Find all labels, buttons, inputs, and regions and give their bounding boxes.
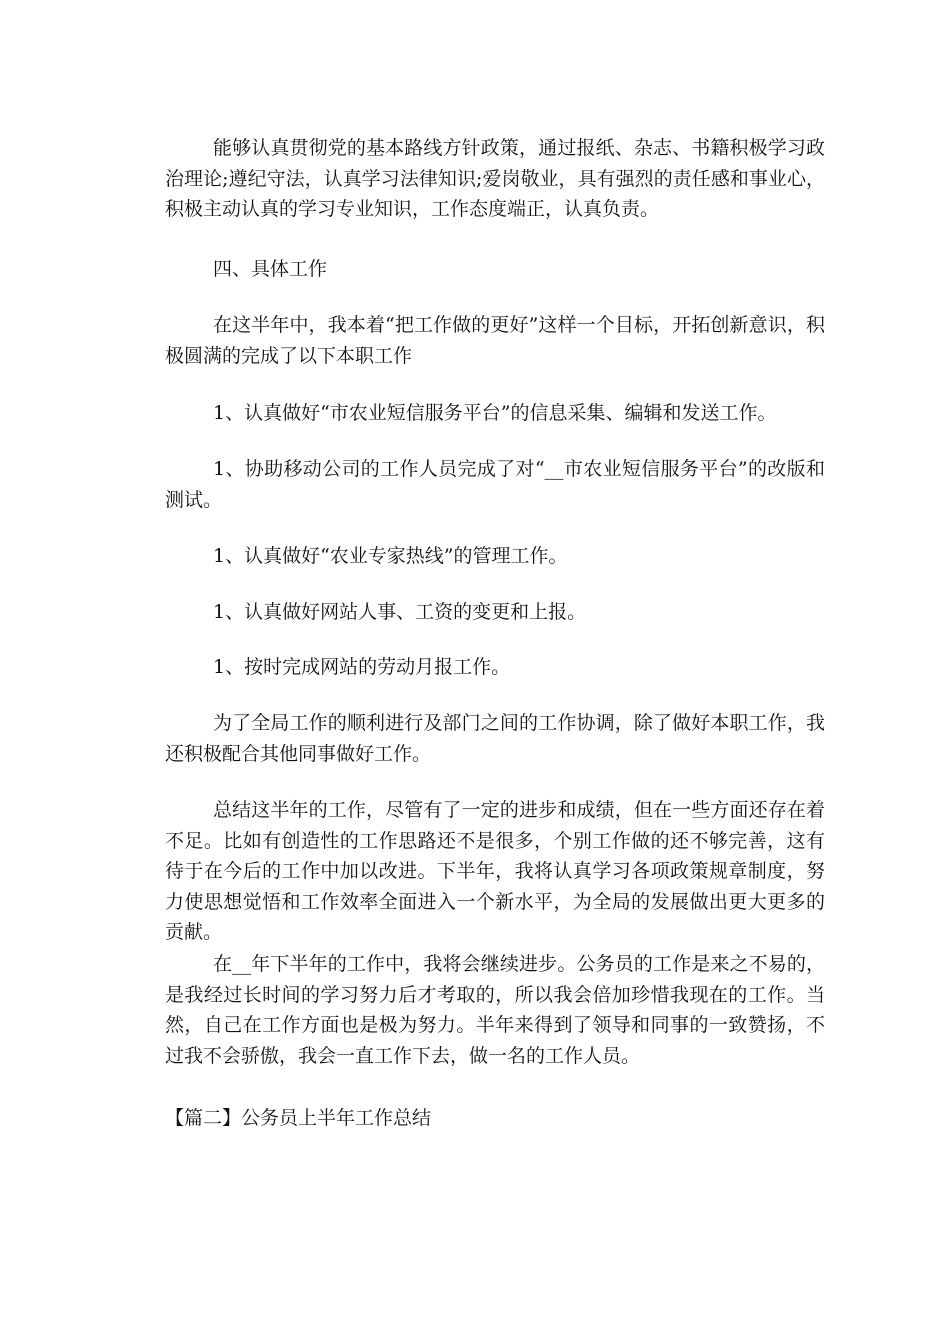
paragraph-section-four-title: 四、具体工作 [213,258,328,280]
paragraph-cooperation: 为了全局工作的顺利进行及部门之间的工作协调，除了做好本职工作，我还积极配合其他同事做好工作。 [165,712,825,765]
paragraph-summary: 总结这半年的工作，尽管有了一定的进步和成绩，但在一些方面还存在着不足。比如有创造性的工作思路还不是很多，个别工作做的还不够完善，这有待于在今后的工作中加以改进。下半年，我将认真学习各项政策规章制度，努力使思想觉悟和工作效率全面进入一个新水平，为全局的发展做出更大更多的贡献。 [165,799,825,943]
paragraph-intro-duties: 在这半年中，我本着“把工作做的更好”这样一个目标，开拓创新意识，积极圆满的完成了以下本职工作 [165,314,825,367]
section-heading: 【篇二】公务员上半年工作总结 [165,1107,432,1129]
list-item-sms-platform: 1、认真做好“市农业短信服务平台”的信息采集、编辑和发送工作。 [213,402,777,424]
paragraph-outlook: 在__年下半年的工作中，我将会继续进步。公务员的工作是来之不易的，是我经过长时间的学习努力后才考取的，所以我会倍加珍惜我现在的工作。当然，自己在工作方面也是极为努力。半年来得到了领导和同事的一致赞扬，不过我不会骄傲，我会一直工作下去，做一名的工作人员。 [165,953,825,1067]
list-item-platform-redesign: 1、协助移动公司的工作人员完成了对“__市农业短信服务平台”的改版和测试。 [165,458,825,511]
list-item-expert-hotline: 1、认真做好“农业专家热线”的管理工作。 [213,545,568,567]
list-item-personnel-wages: 1、认真做好网站人事、工资的变更和上报。 [213,601,587,623]
paragraph-conduct: 能够认真贯彻党的基本路线方针政策，通过报纸、杂志、书籍积极学习政治理论;遵纪守法，认真学习法律知识;爱岗敬业，具有强烈的责任感和事业心，积极主动认真的学习专业知识，工作态度端正，认真负责。 [165,137,825,220]
list-item-monthly-report: 1、按时完成网站的劳动月报工作。 [213,656,511,678]
